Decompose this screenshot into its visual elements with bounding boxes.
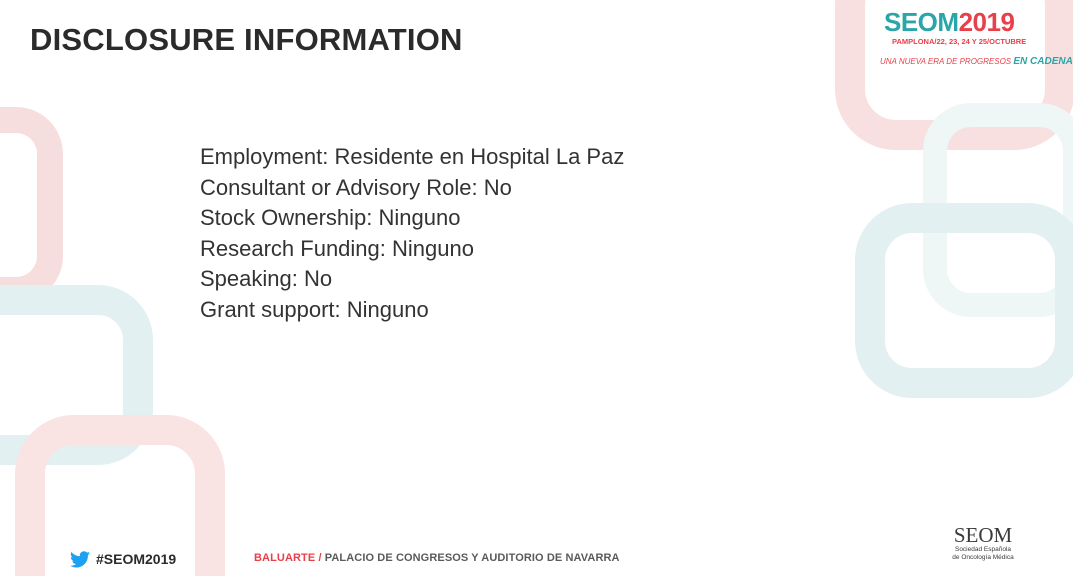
logo-tagline <box>880 56 1073 67</box>
list-item-grant: Grant support: Ninguno <box>200 296 429 322</box>
hashtag-text: #SEOM2019 <box>96 551 177 567</box>
logo-brand: SEOM <box>884 7 959 37</box>
logo-wordmark <box>884 8 1020 36</box>
list-item-speaking: Speaking: No <box>200 266 333 291</box>
list-item-research: Research Funding: Ninguno <box>200 235 474 261</box>
venue-rest: PALACIO DE CONGRESOS Y AUDITORIO DE NAVARRA <box>324 552 620 564</box>
hashtag <box>70 548 176 570</box>
society-logo <box>950 524 1016 561</box>
logo-tagline-accent: EN CADENA <box>1013 56 1073 67</box>
logo-tagline-text: UNA NUEVA ERA DE PROGRESOS <box>880 57 1012 66</box>
logo-dates: PAMPLONA/22, 23, 24 Y 25/OCTUBRE <box>892 37 1027 46</box>
seom2019-logo <box>880 7 1073 78</box>
venue-line <box>254 552 620 564</box>
venue-separator: / <box>318 552 322 564</box>
society-subtitle-2: de Oncología Médica <box>952 553 1014 561</box>
list-item-employment: Employment: Residente en Hospital La Paz <box>200 144 625 169</box>
society-name: SEOM <box>953 523 1013 547</box>
list-item-stock: Stock Ownership: Ninguno <box>200 205 461 230</box>
venue-main: BALUARTE <box>254 552 316 564</box>
page-title: DISCLOSURE INFORMATION <box>30 22 463 57</box>
logo-year: 2019 <box>958 7 1015 37</box>
society-subtitle-1: Sociedad Española <box>954 546 1011 553</box>
twitter-icon <box>70 551 90 568</box>
list-item-consultant: Consultant or Advisory Role: No <box>200 174 512 200</box>
disclosure-list <box>200 142 624 325</box>
